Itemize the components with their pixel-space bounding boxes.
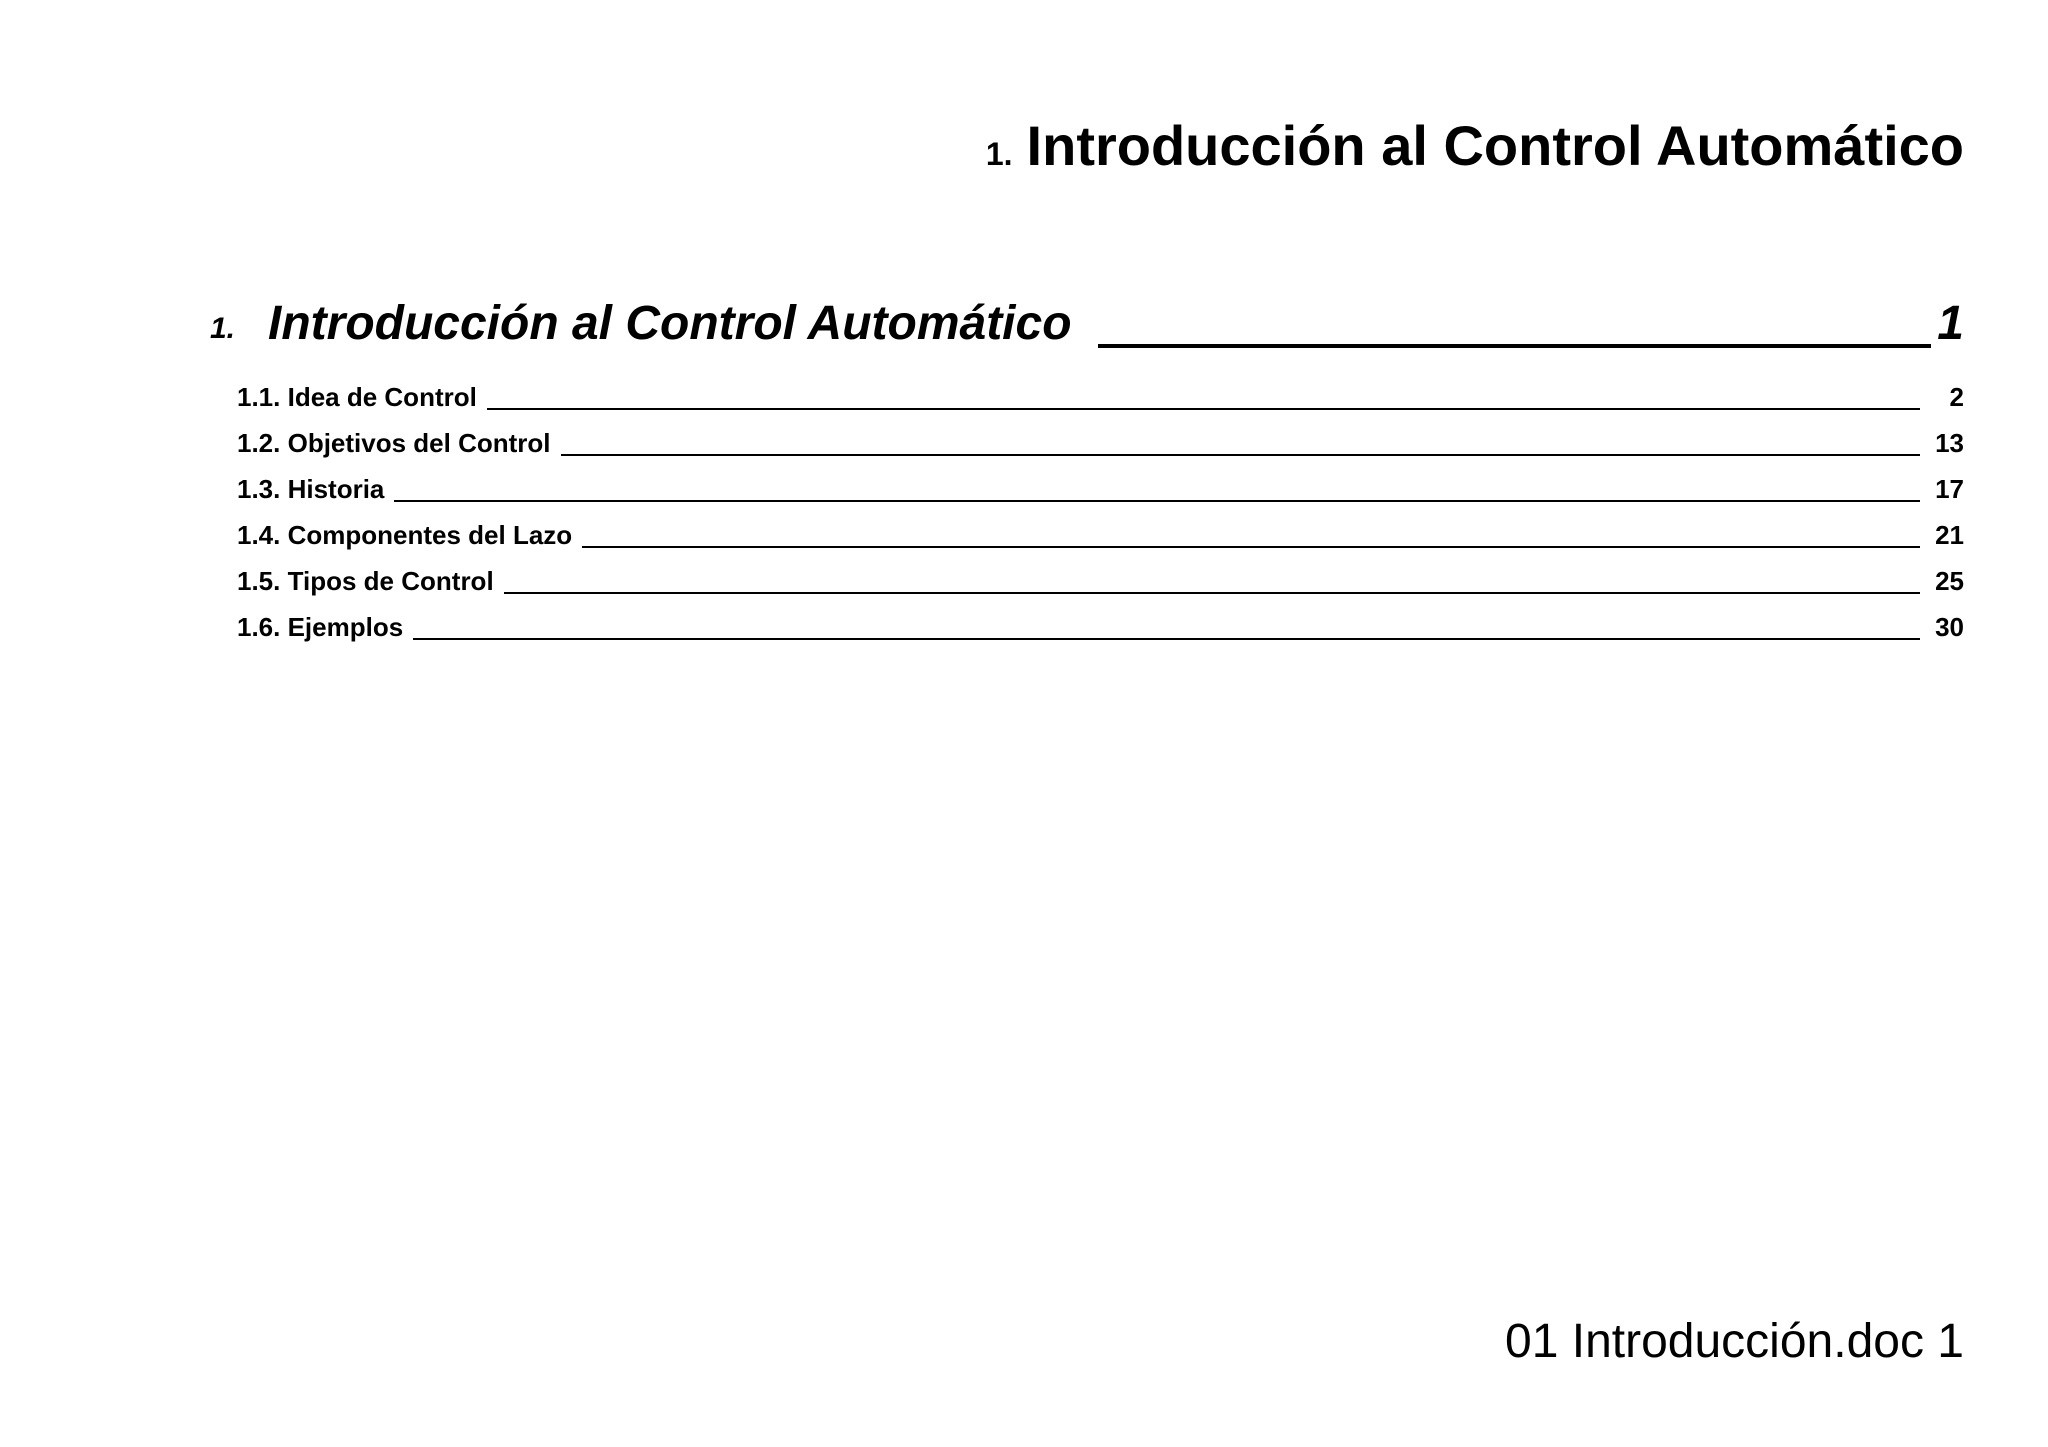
toc-leader-line	[504, 592, 1920, 594]
toc-section-page: 30	[1935, 612, 1964, 642]
toc-chapter-entry[interactable]	[210, 292, 1964, 352]
toc-leader-line	[487, 408, 1920, 410]
toc-chapter-number: 1.	[210, 312, 236, 345]
toc-leader-line	[582, 546, 1920, 548]
toc-section-entry[interactable]	[237, 598, 1964, 644]
toc-leader-line	[394, 500, 1920, 502]
toc-section-entry[interactable]	[237, 506, 1964, 552]
toc-section-page: 13	[1935, 428, 1964, 458]
toc-section-label: 1.2. Objetivos del Control	[237, 428, 551, 458]
header-title: Introducción al Control Automático	[1026, 114, 1964, 177]
toc-section-page: 25	[1935, 566, 1964, 596]
toc-section-page: 17	[1935, 474, 1964, 504]
toc-section-page: 21	[1935, 520, 1964, 550]
toc-section-page: 2	[1949, 382, 1964, 412]
toc-section-entry[interactable]	[237, 368, 1964, 414]
toc-leader-line	[413, 638, 1920, 640]
header-number: 1.	[985, 136, 1013, 172]
toc-leader-line	[1098, 344, 1932, 348]
toc-section-label: 1.5. Tipos de Control	[237, 566, 494, 596]
toc-section-list	[210, 368, 1964, 644]
toc-section-entry[interactable]	[237, 460, 1964, 506]
toc-section-entry[interactable]	[237, 552, 1964, 598]
toc-section-label: 1.1. Idea de Control	[237, 382, 477, 412]
page-footer: 01 Introducción.doc 1	[1505, 1315, 1964, 1368]
toc-chapter-title: Introducción al Control Automático	[268, 297, 1072, 350]
toc-section-entry[interactable]	[237, 414, 1964, 460]
table-of-contents	[210, 292, 1964, 644]
toc-section-label: 1.6. Ejemplos	[237, 612, 404, 642]
toc-section-label: 1.4. Componentes del Lazo	[237, 520, 573, 550]
toc-chapter-page: 1	[1937, 297, 1964, 350]
page-header	[985, 114, 1964, 177]
toc-leader-line	[561, 454, 1921, 456]
toc-section-label: 1.3. Historia	[237, 474, 385, 504]
